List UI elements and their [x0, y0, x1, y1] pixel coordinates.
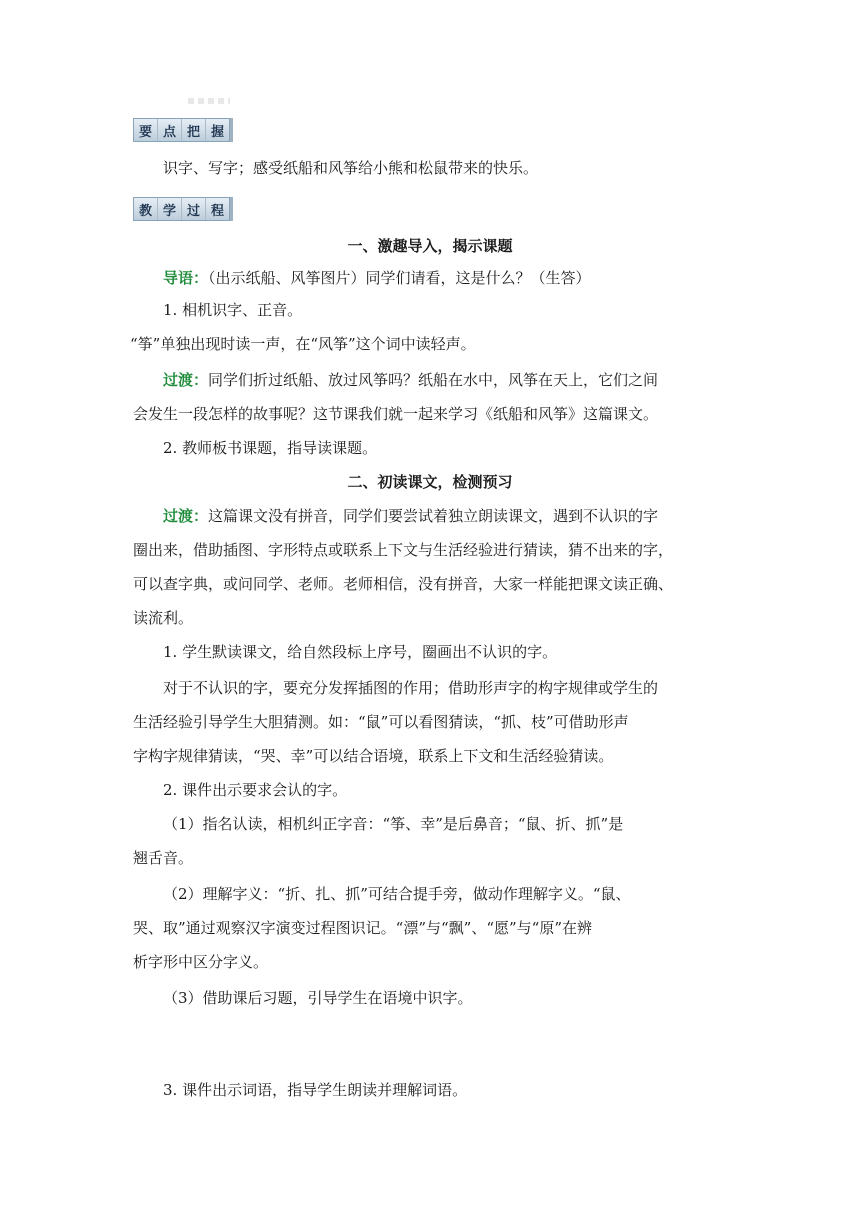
label-char: 把 — [182, 119, 206, 141]
section2-para1-line1: 对于不认识的字，要充分发挥插图的作用；借助形声字的构字规律或学生的 — [163, 679, 659, 697]
transition-text: 这篇课文没有拼音，同学们要尝试着独立朗读课文，遇到不认识的字 — [208, 507, 659, 525]
section2-sub2-line1: （2）理解字义：“折、扎、抓”可结合提手旁，做动作理解字义。“鼠、 — [163, 885, 631, 903]
section1-transition-line2: 会发生一段怎样的故事呢？这节课我们就一起来学习《纸船和风筝》这篇课文。 — [133, 405, 659, 423]
section2-transition-line2: 圈出来，借助插图、字形特点或联系上下文与生活经验进行猜读，猜不出来的字， — [133, 541, 674, 559]
label-char: 程 — [206, 198, 229, 220]
intro-keyword: 导语： — [163, 269, 209, 287]
section1-item1: 1. 相机识字、正音。 — [163, 301, 303, 319]
faint-artifact — [188, 98, 230, 104]
section2-sub2-line3: 析字形中区分字义。 — [133, 953, 269, 971]
section2-para1-line3: 字构字规律猜读，“哭、幸”可以结合语境，联系上下文和生活经验猜读。 — [133, 747, 614, 765]
section2-transition-line4: 读流利。 — [133, 609, 194, 627]
key-points-text: 识字、写字；感受纸船和风筝给小熊和松鼠带来的快乐。 — [163, 159, 539, 177]
label-char: 点 — [158, 119, 182, 141]
label-char: 学 — [158, 198, 182, 220]
label-char: 过 — [182, 198, 206, 220]
intro-line — [163, 268, 591, 288]
section2-sub2-line2: 哭、取”通过观察汉字演变过程图识记。“漂”与“飘”、“愿”与“原”在辨 — [133, 919, 593, 937]
section2-item2: 2. 课件出示要求会认的字。 — [163, 781, 348, 799]
section1-heading: 一、激趣导入，揭示课题 — [347, 237, 513, 255]
process-label — [133, 197, 230, 221]
label-char: 教 — [134, 198, 158, 220]
section2-sub1-line2: 翘舌音。 — [133, 849, 194, 867]
section1-note: “筝”单独出现时读一声，在“风筝”这个词中读轻声。 — [130, 335, 476, 353]
section2-item1: 1. 学生默读课文，给自然段标上序号，圈画出不认识的字。 — [163, 643, 558, 661]
transition-text: 同学们折过纸船、放过风筝吗？纸船在水中，风筝在天上，它们之间 — [208, 371, 659, 389]
section2-heading: 二、初读课文，检测预习 — [347, 473, 513, 491]
section2-transition-line1 — [163, 506, 658, 526]
section2-para1-line2: 生活经验引导学生大胆猜测。如：“鼠”可以看图猜读，“抓、枝”可借助形声 — [133, 713, 629, 731]
section1-item2: 2. 教师板书课题，指导读课题。 — [163, 439, 378, 457]
transition-keyword: 过渡： — [163, 507, 209, 525]
section1-transition-line1 — [163, 370, 658, 390]
label-char: 要 — [134, 119, 158, 141]
transition-keyword: 过渡： — [163, 371, 209, 389]
section2-sub3: （3）借助课后习题，引导学生在语境中识字。 — [163, 989, 473, 1007]
label-char: 握 — [206, 119, 229, 141]
intro-text: （出示纸船、风筝图片）同学们请看，这是什么？（生答） — [208, 269, 591, 287]
section2-transition-line3: 可以查字典，或问同学、老师。老师相信，没有拼音，大家一样能把课文读正确、 — [133, 575, 674, 593]
section2-sub1-line1: （1）指名认读，相机纠正字音：“筝、幸”是后鼻音；“鼠、折、抓”是 — [163, 815, 624, 833]
section2-item3: 3. 课件出示词语，指导学生朗读并理解词语。 — [163, 1081, 468, 1099]
key-points-label — [133, 118, 230, 142]
